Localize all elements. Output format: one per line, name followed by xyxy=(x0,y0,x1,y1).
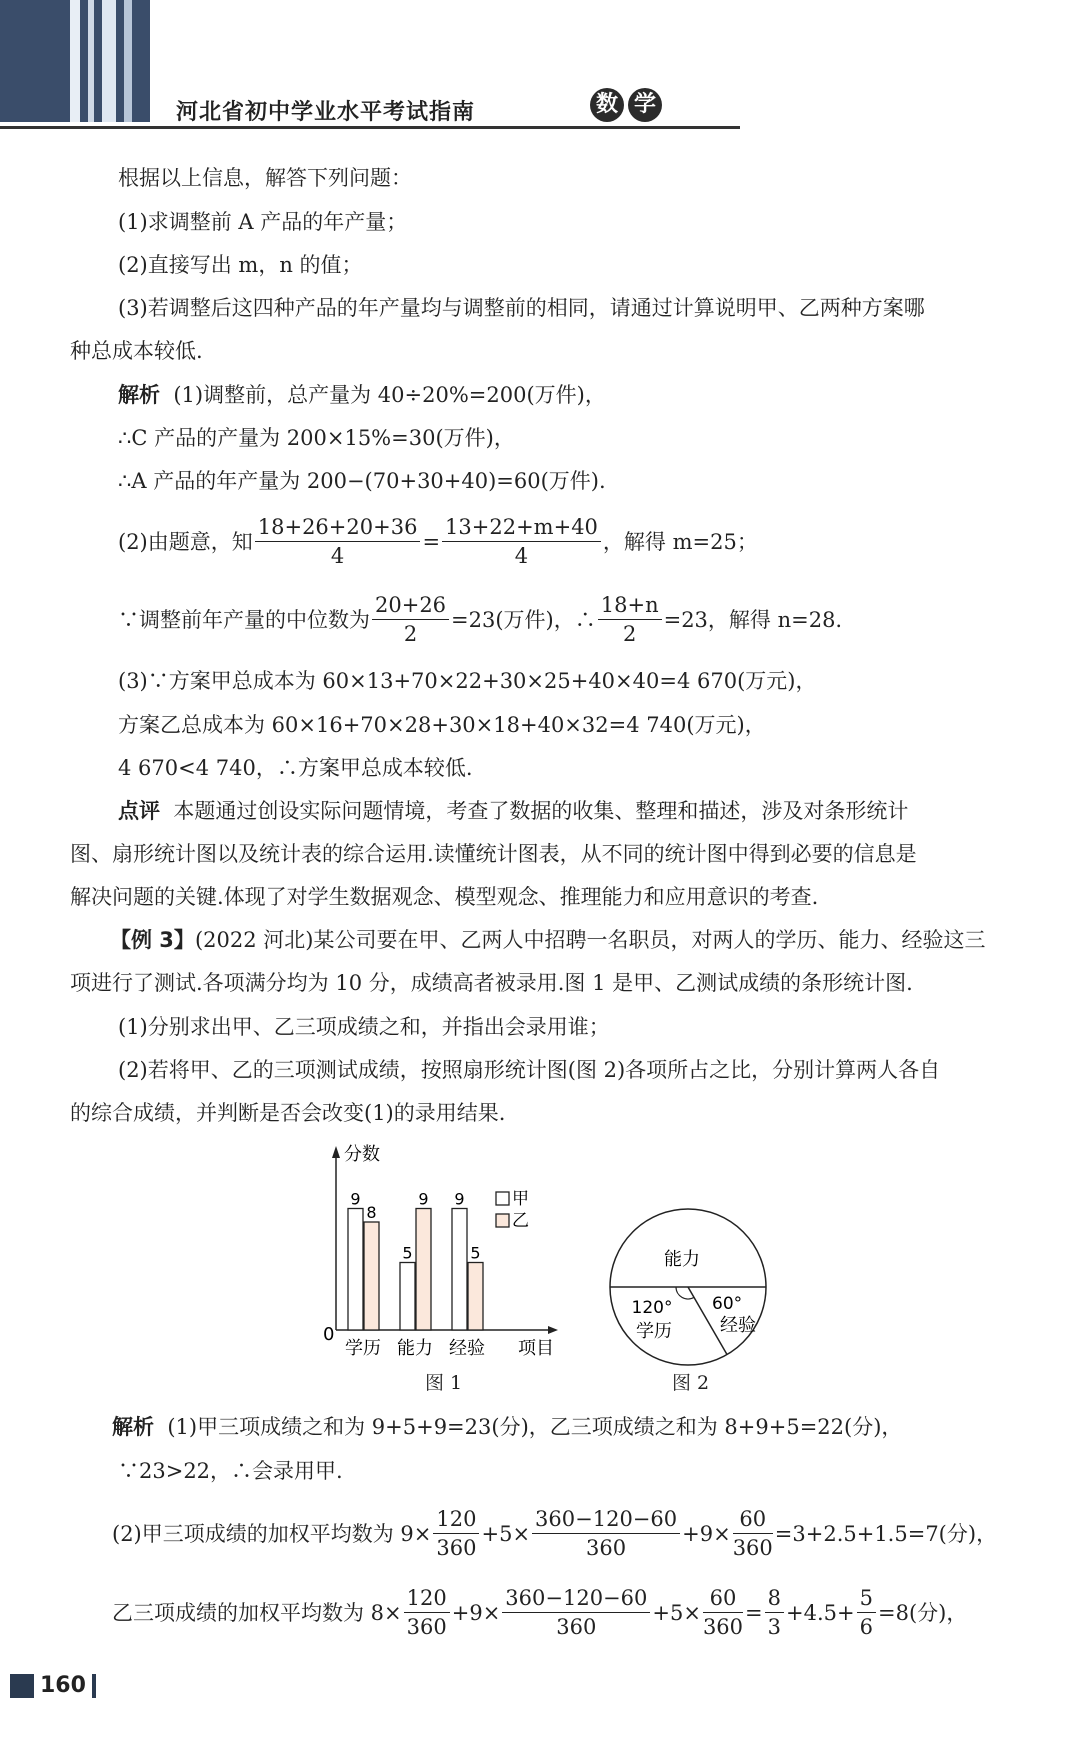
figure-2-caption: 图 2 xyxy=(672,1372,710,1394)
eq-text: +4.5+ xyxy=(786,1600,855,1625)
pie-label-能力: 能力 xyxy=(664,1249,700,1270)
text-line: 4 670<4 740，∴方案甲总成本较低. xyxy=(118,756,473,780)
bar-甲-经验 xyxy=(452,1209,467,1331)
comment-line xyxy=(118,796,908,826)
eq-text: =3+2.5+1.5=7(分)， xyxy=(774,1521,998,1546)
text-line: (2)直接写出 m，n 的值； xyxy=(118,253,363,277)
page-number-bar-decoration xyxy=(92,1674,96,1698)
denominator: 360 xyxy=(406,1615,447,1639)
x-axis-label: 项目 xyxy=(518,1338,554,1359)
denominator: 360 xyxy=(556,1615,597,1639)
denominator: 360 xyxy=(732,1536,773,1560)
text-line: 种总成本较低. xyxy=(70,339,203,363)
comment-text: 本题通过创设实际问题情境，考查了数据的收集、整理和描述，涉及对条形统计 xyxy=(173,799,909,823)
fraction xyxy=(372,591,449,648)
eq-text: =23(万件)，∴ xyxy=(451,607,596,632)
bar-value-label: 5 xyxy=(470,1243,481,1263)
analysis-line xyxy=(118,380,606,410)
text-line: ∴A 产品的年产量为 200−(70+30+40)=60(万件). xyxy=(118,469,606,493)
header-stripes-decoration xyxy=(0,0,150,122)
eq-text: ，解得 m=25； xyxy=(602,529,758,554)
analysis-line xyxy=(112,1412,902,1442)
subject-char-2: 学 xyxy=(628,88,662,122)
pie-chart xyxy=(606,1205,771,1370)
eq-text: +5× xyxy=(481,1521,531,1546)
numerator: 60 xyxy=(733,1505,773,1534)
subject-char-1: 数 xyxy=(590,88,624,122)
bar-chart xyxy=(320,1140,570,1360)
analysis-label: 解析 xyxy=(112,1415,154,1439)
numerator: 13+22+m+40 xyxy=(442,513,601,542)
text-line: 根据以上信息，解答下列问题： xyxy=(118,166,412,190)
fraction xyxy=(404,1584,450,1641)
text-line: 方案乙总成本为 60×16+70×28+30×18+40×32=4 740(万元)， xyxy=(118,713,766,737)
numerator: 20+26 xyxy=(372,591,449,620)
eq-text: (2)由题意，知 xyxy=(118,529,253,554)
eq-text: ∵调整前年产量的中位数为 xyxy=(118,607,370,632)
eq-text: =23，解得 n=28. xyxy=(663,607,843,632)
equation-line xyxy=(118,513,758,570)
bar-甲-能力 xyxy=(400,1263,415,1331)
text-line: (3)若调整后这四种产品的年产量均与调整前的相同，请通过计算说明甲、乙两种方案哪 xyxy=(118,296,925,320)
pie-label-学历: 学历 xyxy=(636,1321,672,1342)
text-line: ∵23>22，∴会录用甲. xyxy=(118,1459,343,1483)
analysis-text: (1)调整前，总产量为 40÷20%=200(万件)， xyxy=(173,383,606,407)
bar-乙-能力 xyxy=(416,1209,431,1331)
page-number-block-decoration xyxy=(10,1674,34,1698)
fraction xyxy=(255,513,421,570)
page-number xyxy=(10,1673,96,1698)
bar-value-label: 9 xyxy=(454,1189,465,1209)
eq-text: (2)甲三项成绩的加权平均数为 9× xyxy=(112,1521,432,1546)
bar-value-label: 9 xyxy=(418,1189,429,1209)
legend-label: 乙 xyxy=(512,1211,529,1231)
bar-value-label: 8 xyxy=(366,1203,377,1222)
equation-line xyxy=(118,591,842,648)
page-number-text: 160 xyxy=(40,1673,86,1698)
numerator: 18+26+20+36 xyxy=(255,513,421,542)
fraction xyxy=(433,1505,479,1562)
origin-label: 0 xyxy=(323,1324,335,1345)
header-title: 河北省初中学业水平考试指南 xyxy=(176,100,476,125)
denominator: 2 xyxy=(622,622,637,646)
numerator: 60 xyxy=(703,1584,743,1613)
fraction xyxy=(442,513,601,570)
numerator: 5 xyxy=(857,1584,876,1613)
denominator: 6 xyxy=(859,1615,873,1639)
numerator: 360−120−60 xyxy=(532,1505,680,1534)
bar-乙-经验 xyxy=(468,1263,483,1331)
fraction xyxy=(598,591,662,648)
x-axis-arrow xyxy=(548,1326,558,1334)
figure-1-caption: 图 1 xyxy=(425,1372,463,1394)
numerator: 8 xyxy=(765,1584,784,1613)
text-line: (1)分别求出甲、乙三项成绩之和，并指出会录用谁； xyxy=(118,1015,610,1039)
x-tick-label: 经验 xyxy=(449,1338,485,1359)
legend-swatch-甲 xyxy=(496,1192,509,1205)
text-line: 图、扇形统计图以及统计表的综合运用.读懂统计图表，从不同的统计图中得到必要的信息是 xyxy=(70,842,917,866)
fraction xyxy=(765,1584,784,1641)
x-tick-label: 学历 xyxy=(345,1338,381,1359)
equation-line xyxy=(112,1584,967,1641)
fraction xyxy=(703,1584,743,1641)
text-line: 的综合成绩，并判断是否会改变(1)的录用结果. xyxy=(70,1101,506,1125)
text-line: 解决问题的关键.体现了对学生数据观念、模型观念、推理能力和应用意识的考查. xyxy=(70,885,819,909)
example-text: (2022 河北)某公司要在甲、乙两人中招聘一名职员，对两人的学历、能力、经验这三 xyxy=(194,928,986,952)
numerator: 18+n xyxy=(598,591,662,620)
fraction xyxy=(502,1584,650,1641)
comment-label: 点评 xyxy=(118,799,160,823)
eq-text: = xyxy=(422,529,441,554)
denominator: 2 xyxy=(403,622,418,646)
pie-angle-label: 120° xyxy=(631,1298,673,1318)
bar-乙-学历 xyxy=(364,1222,379,1330)
analysis-text: (1)甲三项成绩之和为 9+5+9=23(分)，乙三项成绩之和为 8+9+5=22(分)， xyxy=(167,1415,903,1439)
analysis-label: 解析 xyxy=(118,383,160,407)
denominator: 360 xyxy=(702,1615,744,1639)
bar-甲-学历 xyxy=(348,1209,363,1331)
numerator: 120 xyxy=(433,1505,479,1534)
eq-text: +9× xyxy=(682,1521,731,1546)
eq-text: 乙三项成绩的加权平均数为 8× xyxy=(112,1600,402,1625)
denominator: 4 xyxy=(514,544,529,568)
eq-text: = xyxy=(745,1600,763,1625)
text-line: 项进行了测试.各项满分均为 10 分，成绩高者被录用.图 1 是甲、乙测试成绩的条形统计图. xyxy=(70,971,913,995)
fraction xyxy=(532,1505,680,1562)
fraction xyxy=(857,1584,876,1641)
x-tick-label: 能力 xyxy=(397,1338,433,1359)
numerator: 120 xyxy=(404,1584,450,1613)
eq-text: +5× xyxy=(652,1600,701,1625)
example-line xyxy=(110,925,985,955)
pie-angle-label: 60° xyxy=(712,1294,743,1314)
text-line: (2)若将甲、乙的三项测试成绩，按照扇形统计图(图 2)各项所占之比，分别计算两人各自 xyxy=(118,1058,941,1082)
eq-text: =8(分)， xyxy=(877,1600,968,1625)
legend-label: 甲 xyxy=(512,1189,529,1209)
text-line: ∴C 产品的产量为 200×15%=30(万件)， xyxy=(118,426,515,450)
text-line: (3)∵方案甲总成本为 60×13+70×22+30×25+40×40=4 670(万元)， xyxy=(118,669,817,693)
header-rule xyxy=(0,126,740,129)
denominator: 360 xyxy=(436,1536,477,1560)
y-axis-arrow xyxy=(332,1146,340,1158)
numerator: 360−120−60 xyxy=(502,1584,650,1613)
denominator: 360 xyxy=(586,1536,627,1560)
text-line: (1)求调整前 A 产品的年产量； xyxy=(118,210,408,234)
pie-label-经验: 经验 xyxy=(720,1315,756,1336)
denominator: 3 xyxy=(767,1615,782,1639)
y-axis-label: 分数 xyxy=(344,1144,380,1165)
denominator: 4 xyxy=(330,544,345,568)
legend-swatch-乙 xyxy=(496,1214,509,1227)
bar-value-label: 9 xyxy=(350,1189,361,1209)
bar-value-label: 5 xyxy=(402,1243,413,1263)
equation-line xyxy=(112,1505,997,1562)
subject-badge xyxy=(590,88,662,122)
eq-text: +9× xyxy=(451,1600,501,1625)
example-label: 【例 3】 xyxy=(110,928,195,952)
fraction xyxy=(733,1505,773,1562)
